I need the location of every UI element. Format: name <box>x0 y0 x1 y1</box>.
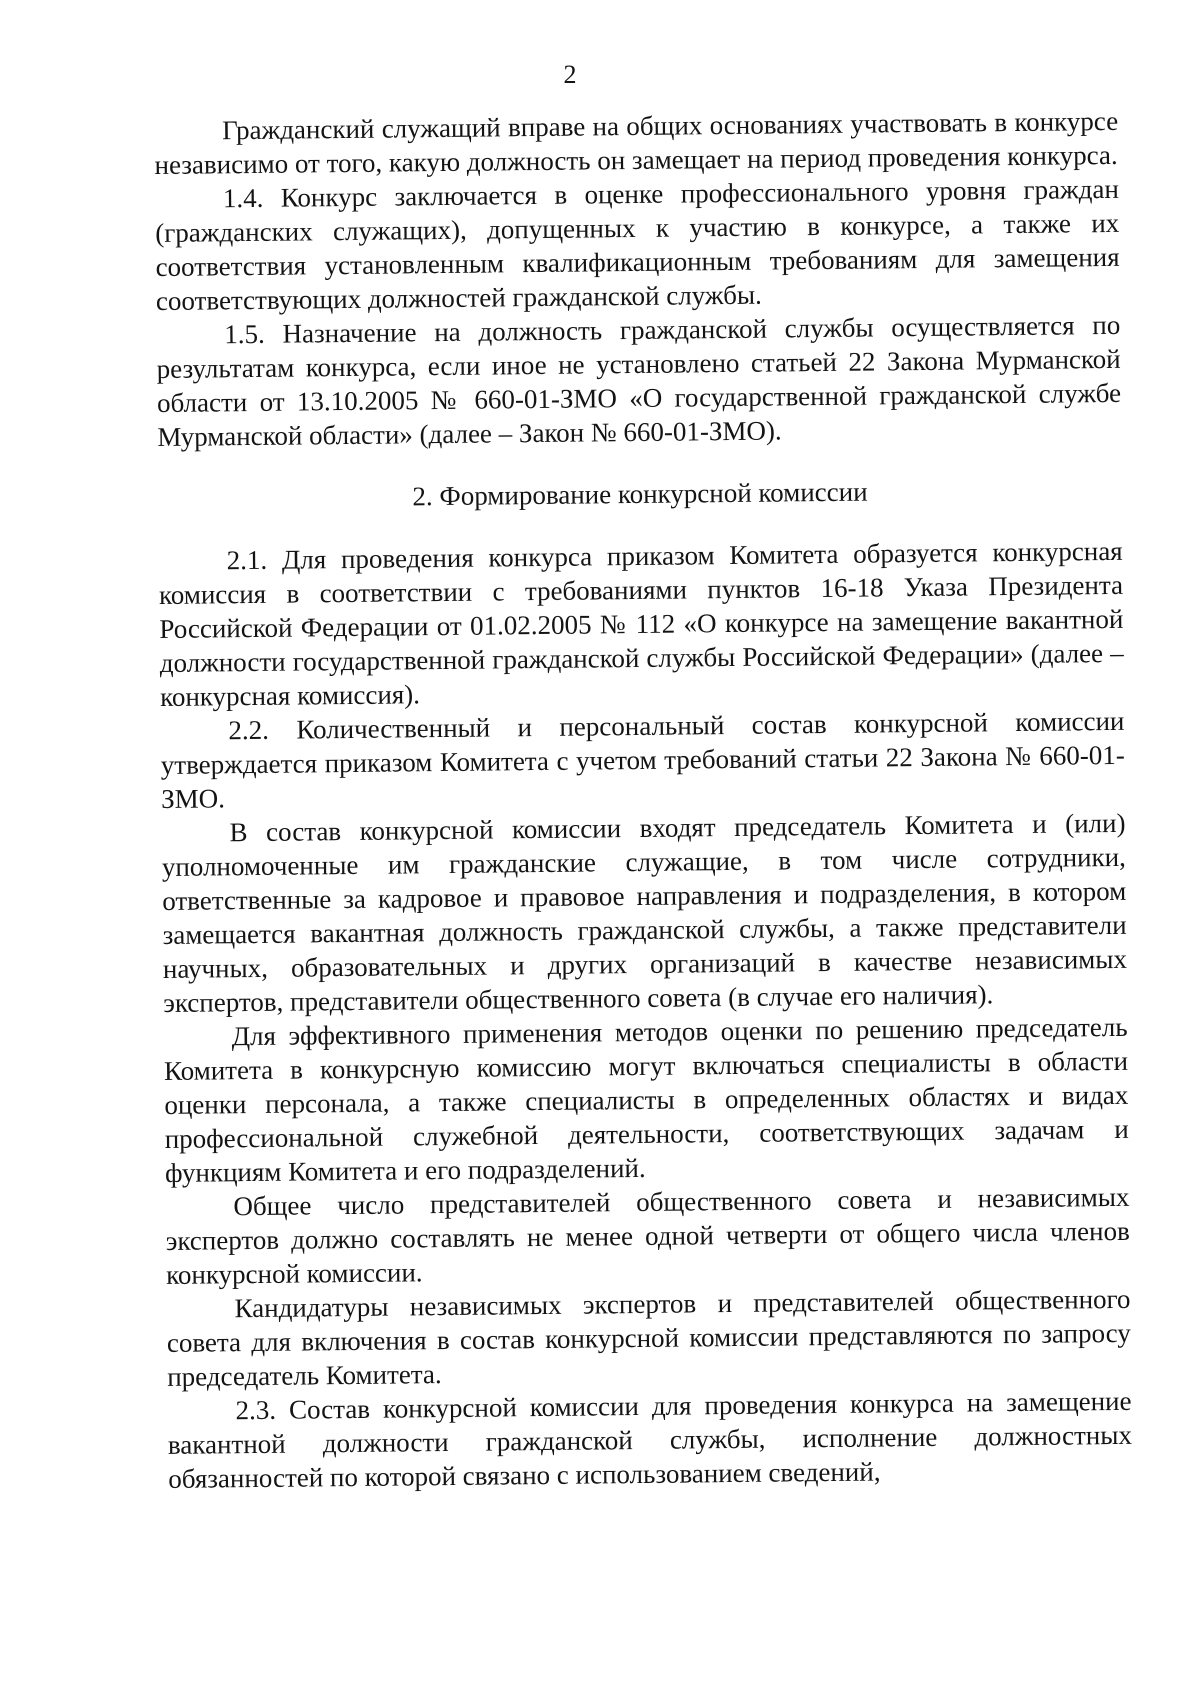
paragraph-candidates: Кандидатуры независимых экспертов и представителей общественного совета для включения в состав конкурсной комиссии представляются по запросу председатель Комитета. <box>166 1283 1131 1392</box>
paragraph-1-4: 1.4. Конкурс заключается в оценке профессионального уровня граждан (гражданских служащих), допущенных к участию в конкурсе, а также их соответствия установленным квалификационным требованиям для замещения соответствующих должностей гражданской службы. <box>155 173 1120 316</box>
paragraph-2-2: 2.2. Количественный и персональный состав конкурсной комиссии утверждается приказом Комитета с учетом требований статьи 22 Закона № 660-01-ЗМО. <box>160 705 1125 814</box>
paragraph-2-3: 2.3. Состав конкурсной комиссии для проведения конкурса на замещение вакантной должности гражданской службы, исполнение должностных обязанностей по которой связано с использованием сведений, <box>167 1385 1133 1494</box>
document-body <box>154 104 1132 1496</box>
paragraph-commission-composition: В состав конкурсной комиссии входят председатель Комитета и (или) уполномоченные им гражданские служащие, в том числе сотрудники, ответственные за кадровое и правовое направления и подразделения, в котором замещается вакантная должность гражданской службы, а также представители научных, образовательных и других организаций в качестве независимых экспертов, представители общественного совета (в случае его наличия). <box>161 807 1128 1018</box>
paragraph-2-1: 2.1. Для проведения конкурса приказом Комитета образуется конкурсная комиссия в соответствии с требованиями пунктов 16-18 Указа Президента Российской Федерации от 01.02.2005 № 112 «О конкурсе на замещение вакантной должности государственной гражданской службы Российской Федерации» (далее – конкурсная комиссия). <box>158 535 1124 712</box>
section-heading: 2. Формирование конкурсной комиссии <box>412 476 868 512</box>
paragraph-civil-servant-participation: Гражданский служащий вправе на общих основаниях участвовать в конкурсе независимо от того, какую должность он замещает на период проведения конкурса. <box>154 105 1119 180</box>
page-number: 2 <box>563 60 577 89</box>
paragraph-specialists: Для эффективного применения методов оценки по решению председатель Комитета в конкурсную комиссию могут включаться специалисты в области оценки персонала, а также специалисты в определенных областях и видах профессиональной служебной деятельности, соответствующих задачам и функциям Комитета и его подразделений. <box>163 1011 1129 1188</box>
paragraph-quarter-rule: Общее число представителей общественного совета и независимых экспертов должно составлять не менее одной четверти от общего числа членов конкурсной комиссии. <box>165 1181 1130 1290</box>
paragraph-1-5: 1.5. Назначение на должность гражданской службы осуществляется по результатам конкурса, если иное не установлено статьей 22 Закона Мурманской области от 13.10.2005 № 660-01-ЗМО «О государственной гражданской службе Мурманской области» (далее – Закон № 660-01-ЗМО). <box>156 309 1122 452</box>
